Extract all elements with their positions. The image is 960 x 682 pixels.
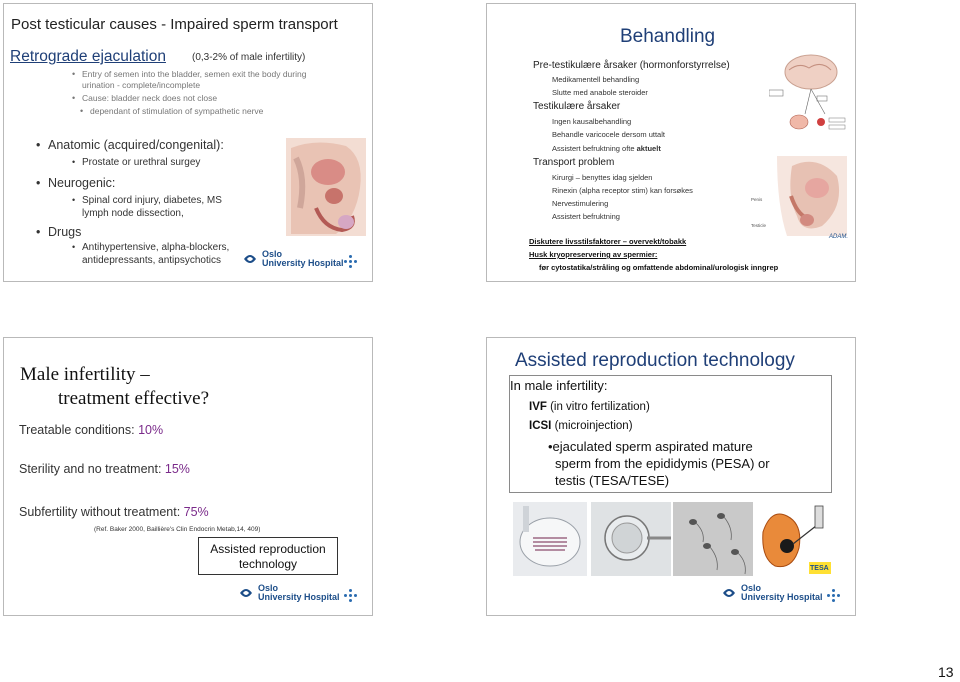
slide-title: Assisted reproduction technology [515, 350, 795, 371]
icsi-item [529, 420, 633, 432]
cause-anatomic: • Anatomic (acquired/congenital): [48, 138, 224, 152]
cause-neurogenic-detail-cont: lymph node dissection, [82, 208, 184, 219]
stat-treatable [19, 423, 163, 437]
dots-icon [827, 589, 841, 603]
logo-line-2: University Hospital [741, 592, 823, 602]
list-item: Slutte med anabole steroider [552, 88, 648, 97]
ivf-desc: (in vitro fertilization) [546, 401, 650, 413]
hospital-logo-icon [238, 585, 254, 601]
logo-line-1: Oslo [258, 583, 279, 593]
intro-text: In male infertility: [510, 378, 608, 393]
assisted-reproduction-box [198, 537, 338, 575]
logo-line-2: University Hospital [258, 592, 340, 602]
ivf-abbr: IVF [529, 401, 547, 413]
section-pre-testicular: Pre-testikulære årsaker (hormonforstyrrelse) [533, 60, 730, 71]
stat-sterility [19, 462, 190, 476]
cause-drugs-detail: • Antihypertensive, alpha-blockers, [82, 242, 229, 253]
footer-note-1: Diskutere livsstilsfaktorer – overvekt/tobakk [529, 237, 687, 246]
oslo-university-hospital-logo [238, 584, 340, 602]
oslo-university-hospital-logo [721, 584, 823, 602]
dots-icon [344, 589, 358, 603]
hormone-axis-diagram [769, 52, 849, 136]
list-item-emphasis: aktuelt [636, 144, 661, 153]
sperm-micrograph [673, 502, 753, 576]
slide-behandling [486, 3, 856, 282]
slide-post-testicular-causes [3, 3, 373, 282]
list-item-text: Assistert befruktning ofte [552, 144, 635, 153]
hospital-logo-icon [242, 251, 258, 267]
bullet-item: • dependant of stimulation of sympathetic nerve [90, 106, 263, 116]
bullet-item: • Entry of semen into the bladder, semen exit the body during [82, 69, 306, 79]
footer-note-3: før cytostatika/stråling og omfattende abdominal/urologisk inngrep [539, 263, 779, 272]
list-item: Medikamentell behandling [552, 75, 640, 84]
sperm-aspiration-line-1: •ejaculated sperm aspirated mature [548, 439, 753, 454]
stat-value: 75% [183, 505, 209, 519]
dots-icon [344, 255, 358, 269]
stat-value: 15% [164, 462, 190, 476]
logo-line-1: Oslo [741, 583, 762, 593]
adam-watermark: ADAM. [829, 234, 849, 240]
cause-drugs: • Drugs [48, 225, 81, 239]
list-item: Rinexin (alpha receptor stim) kan forsøkes [552, 186, 693, 195]
slide-male-infertility [3, 337, 373, 616]
pelvic-anatomy-illustration [286, 138, 366, 236]
tesa-label: TESA [810, 565, 829, 572]
slide-title: Post testicular causes - Impaired sperm transport [11, 16, 338, 33]
bullet-item: • Cause: bladder neck does not close [82, 93, 217, 103]
page-number: 13 [938, 664, 954, 680]
petri-dish-photo [513, 502, 587, 576]
slide-title: Behandling [620, 26, 716, 47]
label-penis: Penis [751, 197, 763, 202]
logo-line-2: University Hospital [262, 258, 344, 268]
stat-label: Sterility and no treatment: [19, 462, 165, 476]
list-item: Assistert befruktning [552, 212, 620, 221]
sperm-aspiration-line-3: testis (TESA/TESE) [555, 473, 670, 488]
sperm-aspiration-line-2: sperm from the epididymis (PESA) or [555, 456, 770, 471]
stat-label: Treatable conditions: [19, 423, 139, 437]
cause-neurogenic-detail: • Spinal cord injury, diabetes, MS [82, 195, 222, 206]
section-heading: Retrograde ejaculation [10, 48, 166, 65]
oslo-university-hospital-logo [242, 250, 344, 268]
stat-label: Subfertility without treatment: [19, 505, 184, 519]
slide-title-line-2: treatment effective? [58, 388, 210, 409]
label-testicle: Testicle [751, 223, 767, 228]
male-anatomy-illustration [777, 156, 847, 236]
logo-line-1: Oslo [262, 249, 283, 259]
icsi-desc: (microinjection) [551, 420, 633, 432]
box-line-2: technology [238, 557, 298, 571]
reference-citation: (Ref. Baker 2000, Baillière's Clin Endocrin Metab,14, 409) [94, 526, 261, 533]
slide-assisted-reproduction [486, 337, 856, 616]
stat-value: 10% [138, 423, 164, 437]
list-item: Nervestimulering [552, 199, 609, 208]
cause-drugs-detail-cont: antidepressants, antipsychotics [82, 255, 221, 266]
bullet-item-continuation: urination - complete/incomplete [82, 80, 201, 90]
oocyte-injection-photo [591, 502, 671, 576]
cause-anatomic-detail: • Prostate or urethral surgey [82, 157, 200, 168]
section-transport: Transport problem [533, 157, 615, 168]
stat-subfertility [19, 505, 209, 519]
list-item [552, 144, 661, 153]
box-line-1: Assisted reproduction [210, 542, 326, 556]
ivf-item [529, 401, 650, 413]
hospital-logo-icon [721, 585, 737, 601]
section-testicular: Testikulære årsaker [533, 101, 621, 112]
list-item: Behandle varicocele dersom uttalt [552, 130, 665, 139]
footer-note-2: Husk kryopreservering av spermier: [529, 250, 658, 259]
list-item: Ingen kausalbehandling [552, 117, 632, 126]
icsi-abbr: ICSI [529, 420, 552, 432]
slide-title-line-1: Male infertility – [20, 364, 150, 385]
cause-neurogenic: • Neurogenic: [48, 176, 115, 190]
list-item: Kirurgi – benyttes idag sjelden [552, 173, 653, 182]
section-heading-note: (0,3-2% of male infertility) [192, 52, 306, 63]
